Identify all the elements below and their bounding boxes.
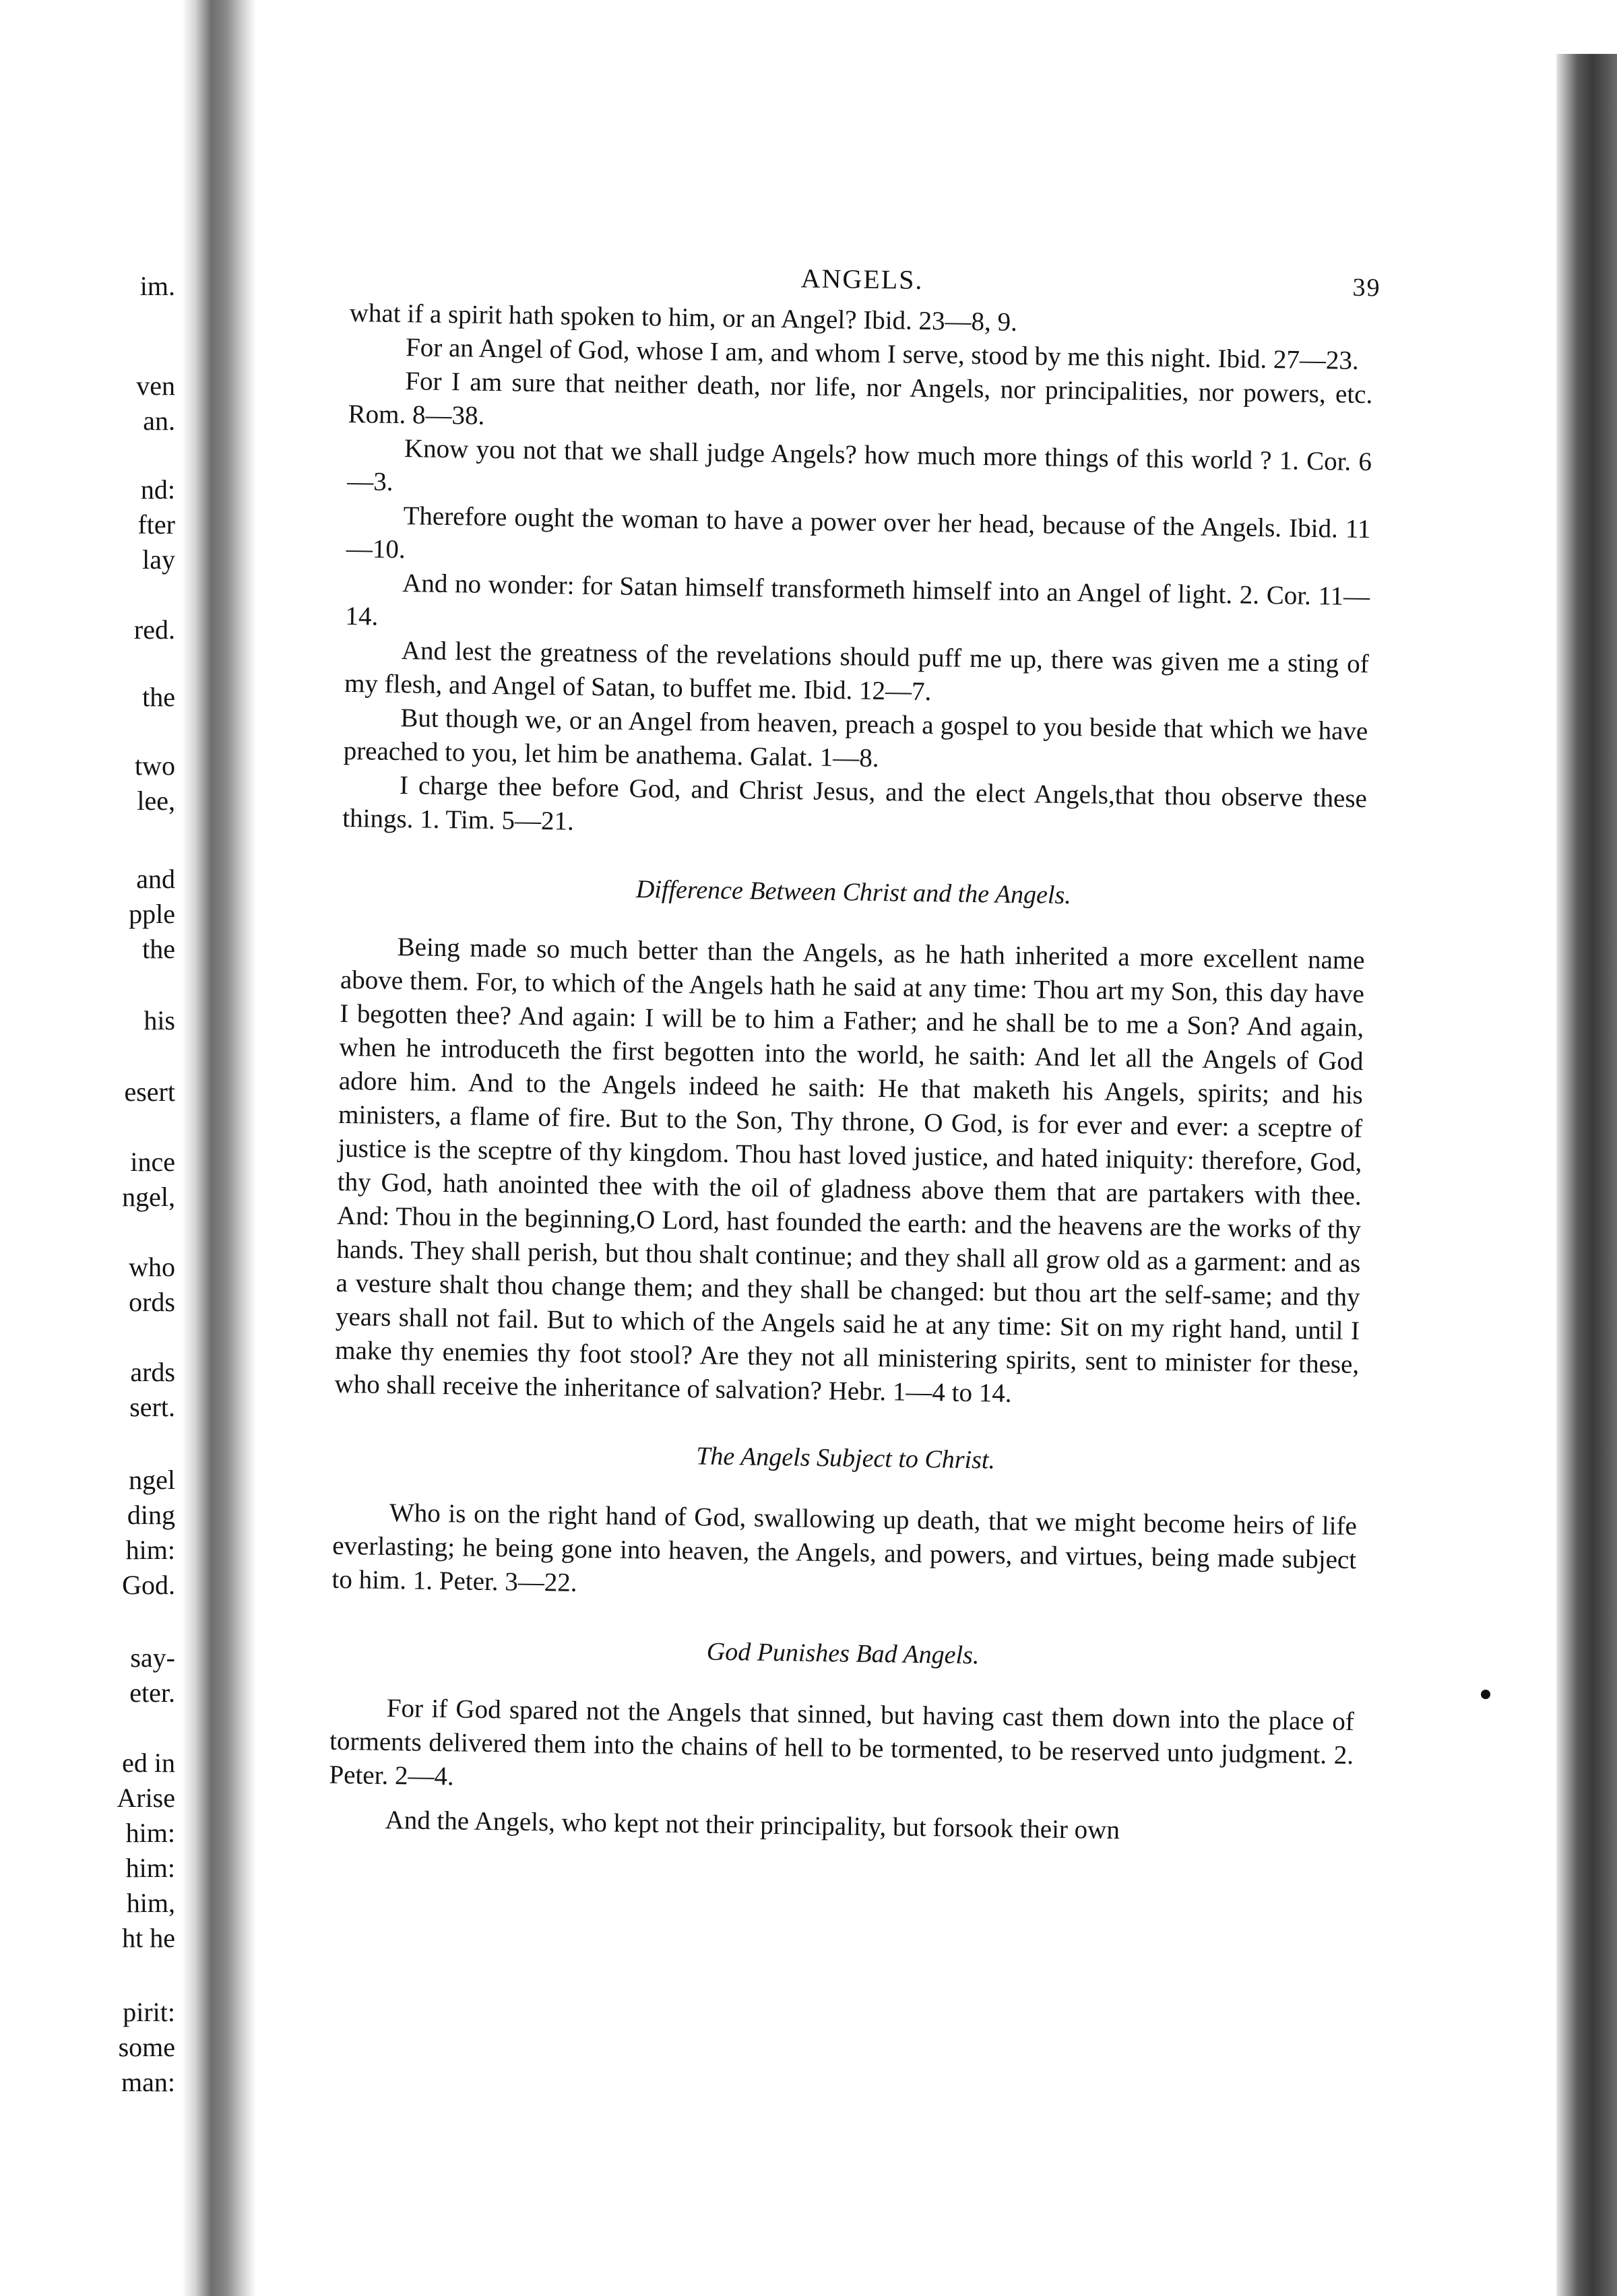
opening-text [342,296,1374,850]
section-heading: The Angels Subject to Christ. [696,1442,996,1475]
paragraph: And no wonder: for Satan himself transformeth himself into an Angel of light. 2. Cor. 11—14. [345,569,1370,631]
paragraph: Know you not that we shall judge Angels? how much more things of this world ? 1. Cor. 6—3. [347,434,1372,497]
section-body [328,1691,1354,1851]
left-page-word: sert. [129,1392,175,1422]
left-page-word: lee, [137,786,175,816]
paragraph: what if a spirit hath spoken to him, or an Angel? Ibid. 23—8, 9. [349,298,1018,337]
left-page-word: and [136,864,175,894]
paragraph: Being made so much better than the Angels, as he hath inherited a more excellent name above them. For, to which of the Angels hath he said at any time: Thou art my Son, this day have I begotten thee? And again: I will be to him a Father; and he shall be to me a Son? And again, when he introduceth the first begotten into the world, he saith: And let all the Angels of God adore him. And to the Angels indeed he saith: He that maketh his Angels, spirits; and his ministers, a flame of fire. But to the Son, Thy throne, O God, is for ever and ever: a sceptre of justice is the sceptre of thy kingdom. Thou hast loved justice, and hated iniquity: therefore, God, thy God, hath anointed thee with the oil of gladness above them that are partakers with thee. And: Thou in the beginning,O Lord, hast founded the earth: and the heavens are the works of thy hands. They shall perish, but thou shalt continue; and they shall all grow old as a garment: and as a vesture shalt thou change them; and they shall be changed: but thou art the self-same; and thy years shall not fail. But to which of the Angels said he at any time: Sit on my right hand, until I make thy enemies thy foot stool? Are they not all ministering spirits, sent to minister for these, who shall receive the inheritance of salvation? Hebr. 1—4 to 14. [334,932,1365,1408]
left-page-word: pple [129,899,175,929]
left-page-word: him: [125,1853,175,1883]
left-page-word: nd: [140,474,175,505]
left-page-word: the [142,682,175,712]
section-body [334,930,1365,1415]
paragraph: For I am sure that neither death, nor life, nor Angels, nor principalities, nor powers, etc. Rom. 8—38. [348,366,1373,430]
left-page-word: ht he [122,1923,175,1953]
left-page-word: some [118,2032,175,2062]
left-page-word: him, [126,1888,175,1918]
paragraph: For an Angel of God, whose I am, and whom I serve, stood by me this night. Ibid. 27—23. [405,333,1359,375]
left-page-word: eter. [129,1678,175,1708]
left-page-word: red. [133,614,175,645]
left-page-word: God. [122,1570,175,1600]
left-page-word: him: [125,1535,175,1565]
left-page-word: fter [137,509,175,540]
left-page-word: his [144,1005,175,1035]
left-page-word: lay [142,544,175,575]
left-page-word: pirit: [123,1997,175,2027]
paragraph: For if God spared not the Angels that sinned, but having cast them down into the place of torments delivered them into the chains of hell to be tormented, to be reserved unto judgment. 2. Peter. 2—4. [329,1693,1355,1791]
paragraph: But though we, or an Angel from heaven, preach a gospel to you beside that which we have preached to you, let him be anathema. Galat. 1—8. [343,703,1368,773]
paragraph: I charge thee before God, and Christ Jesus, and the elect Angels,that thou observe these things. 1. Tim. 5—21. [342,771,1368,836]
book-gutter-shadow [182,0,256,2296]
left-page-word: Arise [117,1783,175,1813]
page-number: 39 [1352,273,1381,302]
left-page-word: ards [130,1357,175,1387]
left-page-word: ngel, [122,1182,175,1212]
paragraph: And lest the greatness of the revelations should puff me up, there was given me a sting of my flesh, and Angel of Satan, to buffet me. Ibid. 12—7. [344,636,1369,707]
left-page-word: say- [130,1643,175,1673]
page-edge-shadow [1556,54,1617,2296]
section-heading: God Punishes Bad Angels. [706,1637,980,1670]
left-page-word: two [135,751,175,781]
paragraph: Who is on the right hand of God, swallowing up death, that we might become heirs of life everlasting; he being gone into heaven, the Angels, and powers, and virtues, being made subject to him. 1. Peter. 3—22. [331,1498,1358,1597]
left-page-word: ding [127,1500,175,1530]
page-content [328,256,1381,1851]
left-page-word: im. [139,271,175,301]
sections [328,870,1366,1851]
left-page-word: ven [136,371,175,401]
left-page-word: man: [121,2067,175,2097]
left-page-word: an. [143,406,175,436]
paragraph: Therefore ought the woman to have a power over her head, because of the Angels. Ibid. 11—10. [346,501,1371,565]
running-head-title: ANGELS. [800,263,924,295]
left-page-word: ince [130,1147,175,1177]
left-page-word: him: [125,1818,175,1848]
paragraph: And the Angels, who kept not their principality, but forsook their own [385,1805,1120,1845]
section-body [331,1496,1357,1611]
left-page-word: ngel [129,1465,175,1495]
section-heading: Difference Between Christ and the Angels. [635,875,1072,910]
left-page-word: who [129,1252,175,1282]
left-page-word: ed in [122,1748,175,1778]
left-page-word: ords [129,1287,175,1317]
left-page-word: esert [124,1077,175,1107]
left-page-fragment [0,269,175,2097]
margin-speck [1481,1690,1490,1699]
left-page-word: the [142,934,175,964]
